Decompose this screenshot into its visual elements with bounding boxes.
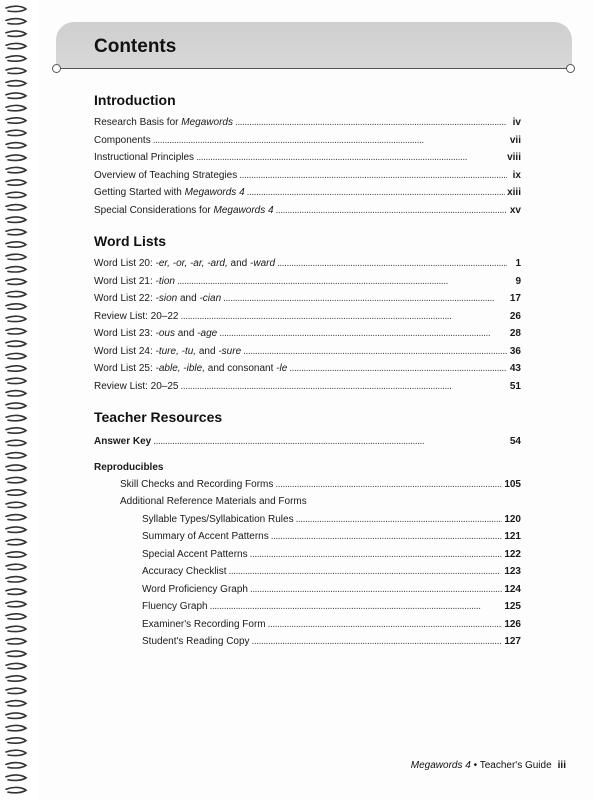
spiral-coil [6,167,26,172]
toc-entry-text-em: -sion [155,293,178,304]
toc-entry-page: 123 [504,566,521,577]
toc-entry-page: 36 [509,345,521,357]
spiral-coil [6,775,26,780]
toc-entry-text-pre: Review List: 20–22 [94,310,179,322]
toc-entry [94,581,521,599]
toc-entry [94,598,521,616]
toc-entry-label: Examiner's Recording Form [142,618,266,630]
leader-dots [181,308,508,326]
spiral-coil [6,56,26,61]
toc-entry [94,132,521,150]
leader-dots [177,273,507,291]
spiral-binding [0,0,34,800]
spiral-coil [6,539,26,544]
toc-entry [94,202,521,220]
toc-entry-text-pre: Word List 23: [94,328,156,339]
toc-entry-text-pre: Special Considerations for [94,204,214,216]
spiral-coil [6,118,26,123]
toc-entry-label [94,255,275,273]
word-lists-list [94,255,521,395]
spiral-coil [6,254,26,259]
spiral-coil [6,577,26,582]
spiral-coil [6,787,26,792]
spiral-coil [6,738,26,743]
toc-entry-page: ix [512,169,521,181]
spiral-coil [6,428,26,433]
toc-entry [94,167,521,185]
toc-entry [94,114,521,132]
toc-entry [94,149,521,167]
toc-entry-text-em: Megawords 4 [184,187,245,198]
spiral-coil [6,353,26,358]
subheading-additional-materials: Additional Reference Materials and Forms [120,496,307,507]
leader-dots [235,114,507,132]
spiral-coil [6,105,26,110]
toc-entry-text-em: -tion [155,275,175,287]
leader-dots [223,290,507,308]
toc-entry-text-em2: -age [197,328,218,339]
toc-entry-text-post: and consonant [204,363,277,374]
toc-entry-text-em2: -ward [250,258,276,269]
spiral-coil [6,701,26,706]
toc-entry [94,633,521,651]
toc-entry-label [94,184,245,202]
toc-entry-label: Skill Checks and Recording Forms [120,478,274,490]
spiral-coil [6,378,26,383]
spiral-coil [6,316,26,321]
spiral-coil [6,180,26,185]
spiral-coil [6,663,26,668]
toc-entry-page: 17 [509,293,521,304]
spiral-coil [6,713,26,718]
toc-entry-page: 54 [509,436,521,447]
toc-page [38,0,594,800]
spiral-coil [6,589,26,594]
spiral-coil [6,19,26,24]
toc-entry-label [94,273,175,291]
toc-entry [94,378,521,396]
toc-entry-page: 125 [504,601,521,612]
toc-entry [94,290,521,308]
introduction-list [94,114,521,219]
toc-entry-label: Answer Key [94,436,152,447]
toc-entry-text-em: Megawords 4 [213,204,274,216]
toc-entry-page: 122 [504,548,521,560]
leader-dots [239,167,507,185]
toc-entry-text-em2: -cian [199,293,222,304]
toc-entry-page: 9 [515,275,521,287]
toc-entry-text-pre: Word List 20: [94,258,156,269]
toc-entry-page: xiii [507,187,521,198]
toc-entry-label: Syllable Types/Syllabication Rules [142,513,294,525]
toc-entry-page: 126 [504,618,521,630]
spiral-coil [6,651,26,656]
toc-entry-label [94,360,287,378]
toc-entry-text-em: -er, -or, -ar, -ard, [155,258,228,269]
toc-entry-page: 51 [509,380,521,392]
toc-entry-text-pre: Instructional Principles [94,152,195,163]
toc-entry-label [94,202,274,220]
toc-entry [94,546,521,564]
toc-entry-page: iv [512,117,521,128]
page-footer [411,760,566,771]
toc-entry-label [94,378,179,396]
toc-entry-page: 127 [504,636,521,647]
toc-entry [94,325,521,343]
leader-dots [219,325,507,343]
leader-dots [228,563,502,581]
spiral-coil [6,502,26,507]
spiral-coil [6,329,26,334]
leader-dots [210,598,503,616]
toc-entry-skill-checks [94,476,521,494]
leader-dots [250,581,502,599]
toc-entry-label [94,325,217,343]
toc-entry-label: Special Accent Patterns [142,548,248,560]
toc-entry [94,273,521,291]
toc-entry-label [94,308,179,326]
leader-dots [181,378,508,396]
toc-entry-label: Student's Reading Copy [142,636,250,647]
spiral-coil [6,31,26,36]
toc-entry-text-em: -ture, -tu, [155,345,197,357]
page-title: Contents [94,36,177,57]
toc-entry-label [94,132,151,150]
spiral-coil [6,552,26,557]
toc-entry-page: 105 [504,478,521,490]
spiral-coil [6,81,26,86]
spiral-coil [6,750,26,755]
spiral-coil [6,242,26,247]
spiral-coil [6,155,26,160]
toc-entry [94,343,521,361]
spiral-coil [6,453,26,458]
spiral-coil [6,614,26,619]
spiral-coil [6,291,26,296]
toc-entry-text-pre: Review List: 20–25 [94,380,179,392]
toc-entry [94,184,521,202]
spiral-coil [6,192,26,197]
reference-materials-list [94,511,521,651]
toc-entry [94,528,521,546]
toc-entry-text-post: and [227,258,251,269]
leader-dots [289,360,507,378]
toc-entry-text-em: -able, -ible, [155,363,205,374]
toc-content [94,92,521,651]
spiral-coil [6,515,26,520]
leader-dots [268,616,503,634]
toc-entry [94,563,521,581]
toc-entry-label [94,167,237,185]
toc-entry-page: 124 [504,583,521,595]
leader-dots [247,184,505,202]
toc-entry-text-pre: Word List 22: [94,293,156,304]
spiral-coil [6,626,26,631]
toc-entry-text-pre: Getting Started with [94,187,185,198]
spiral-coil [6,68,26,73]
header-rule-right-dot [566,64,575,73]
spiral-coil [6,93,26,98]
toc-entry-page: 43 [509,363,521,374]
toc-entry-text-pre: Word List 25: [94,363,156,374]
spiral-coil [6,527,26,532]
spiral-coil [6,267,26,272]
spiral-coil [6,763,26,768]
spiral-coil [6,43,26,48]
spiral-coil [6,279,26,284]
toc-entry-label: Summary of Accent Patterns [142,531,269,542]
leader-dots [196,149,505,167]
toc-entry-label [94,343,241,361]
spiral-coil [6,403,26,408]
toc-entry-text-em: -ous [155,328,175,339]
spiral-coil [6,391,26,396]
toc-entry-text-post: and [174,328,198,339]
footer-separator: • [470,760,480,771]
leader-dots [276,202,507,220]
toc-entry-page: 1 [515,258,521,269]
toc-entry-text-pre: Word List 24: [94,345,156,357]
leader-dots [277,255,507,273]
toc-entry-label: Accuracy Checklist [142,566,227,577]
toc-entry-text-pre: Components [94,134,151,146]
spiral-coil [6,465,26,470]
toc-entry-text-pre: Research Basis for [94,117,182,128]
toc-entry [94,360,521,378]
toc-entry-page: vii [509,134,521,146]
leader-dots [153,433,507,451]
toc-entry-text-pre: Overview of Teaching Strategies [94,169,238,181]
toc-entry-label: Fluency Graph [142,601,208,612]
toc-entry-label [94,149,194,167]
section-heading-word-lists: Word Lists [94,233,167,249]
footer-page-number: iii [557,760,566,771]
toc-entry-text-post: and [177,293,200,304]
section-heading-introduction: Introduction [94,92,176,108]
section-heading-teacher-resources: Teacher Resources [94,409,223,425]
spiral-coil [6,688,26,693]
toc-entry [94,616,521,634]
leader-dots [252,633,503,651]
toc-entry-label [94,114,233,132]
toc-entry-label [94,290,221,308]
spiral-coil [6,304,26,309]
spiral-coil [6,490,26,495]
toc-entry-text-em2: -sure [218,345,242,357]
toc-entry-page: xv [509,204,521,216]
spiral-coil [6,725,26,730]
spiral-coil [6,130,26,135]
spiral-coil [6,477,26,482]
leader-dots [275,476,502,494]
toc-entry [94,255,521,273]
toc-entry-answer-key [94,433,521,451]
spiral-coil [6,143,26,148]
footer-guide-label: Teacher's Guide [479,760,552,771]
spiral-coil [6,341,26,346]
toc-entry-page: viii [507,152,521,163]
toc-entry [94,308,521,326]
spiral-coil [6,229,26,234]
spiral-coil [6,639,26,644]
spiral-coil [6,205,26,210]
spiral-coil [6,564,26,569]
leader-dots [250,546,503,564]
spiral-coil [6,6,26,11]
toc-entry-page: 121 [504,531,521,542]
toc-entry-text-em: Megawords [181,117,233,128]
leader-dots [271,528,503,546]
header-rule [56,68,572,69]
toc-entry-page: 26 [509,310,521,322]
toc-entry-page: 28 [509,328,521,339]
toc-entry-text-pre: Word List 21: [94,275,156,287]
toc-entry-label: Word Proficiency Graph [142,583,248,595]
header-rule-left-dot [52,64,61,73]
subheading-reproducibles: Reproducibles [94,461,164,473]
spiral-coil [6,440,26,445]
toc-entry [94,511,521,529]
leader-dots [296,511,503,529]
toc-entry-page: 120 [504,513,521,525]
footer-book-title: Megawords 4 [410,760,471,771]
leader-dots [243,343,507,361]
leader-dots [153,132,507,150]
spiral-coil [6,366,26,371]
spiral-coil [6,601,26,606]
spiral-coil [6,415,26,420]
spiral-coil [6,676,26,681]
spiral-coil [6,217,26,222]
toc-entry-text-post: and [196,345,219,357]
toc-entry-text-em2: -le [276,363,288,374]
